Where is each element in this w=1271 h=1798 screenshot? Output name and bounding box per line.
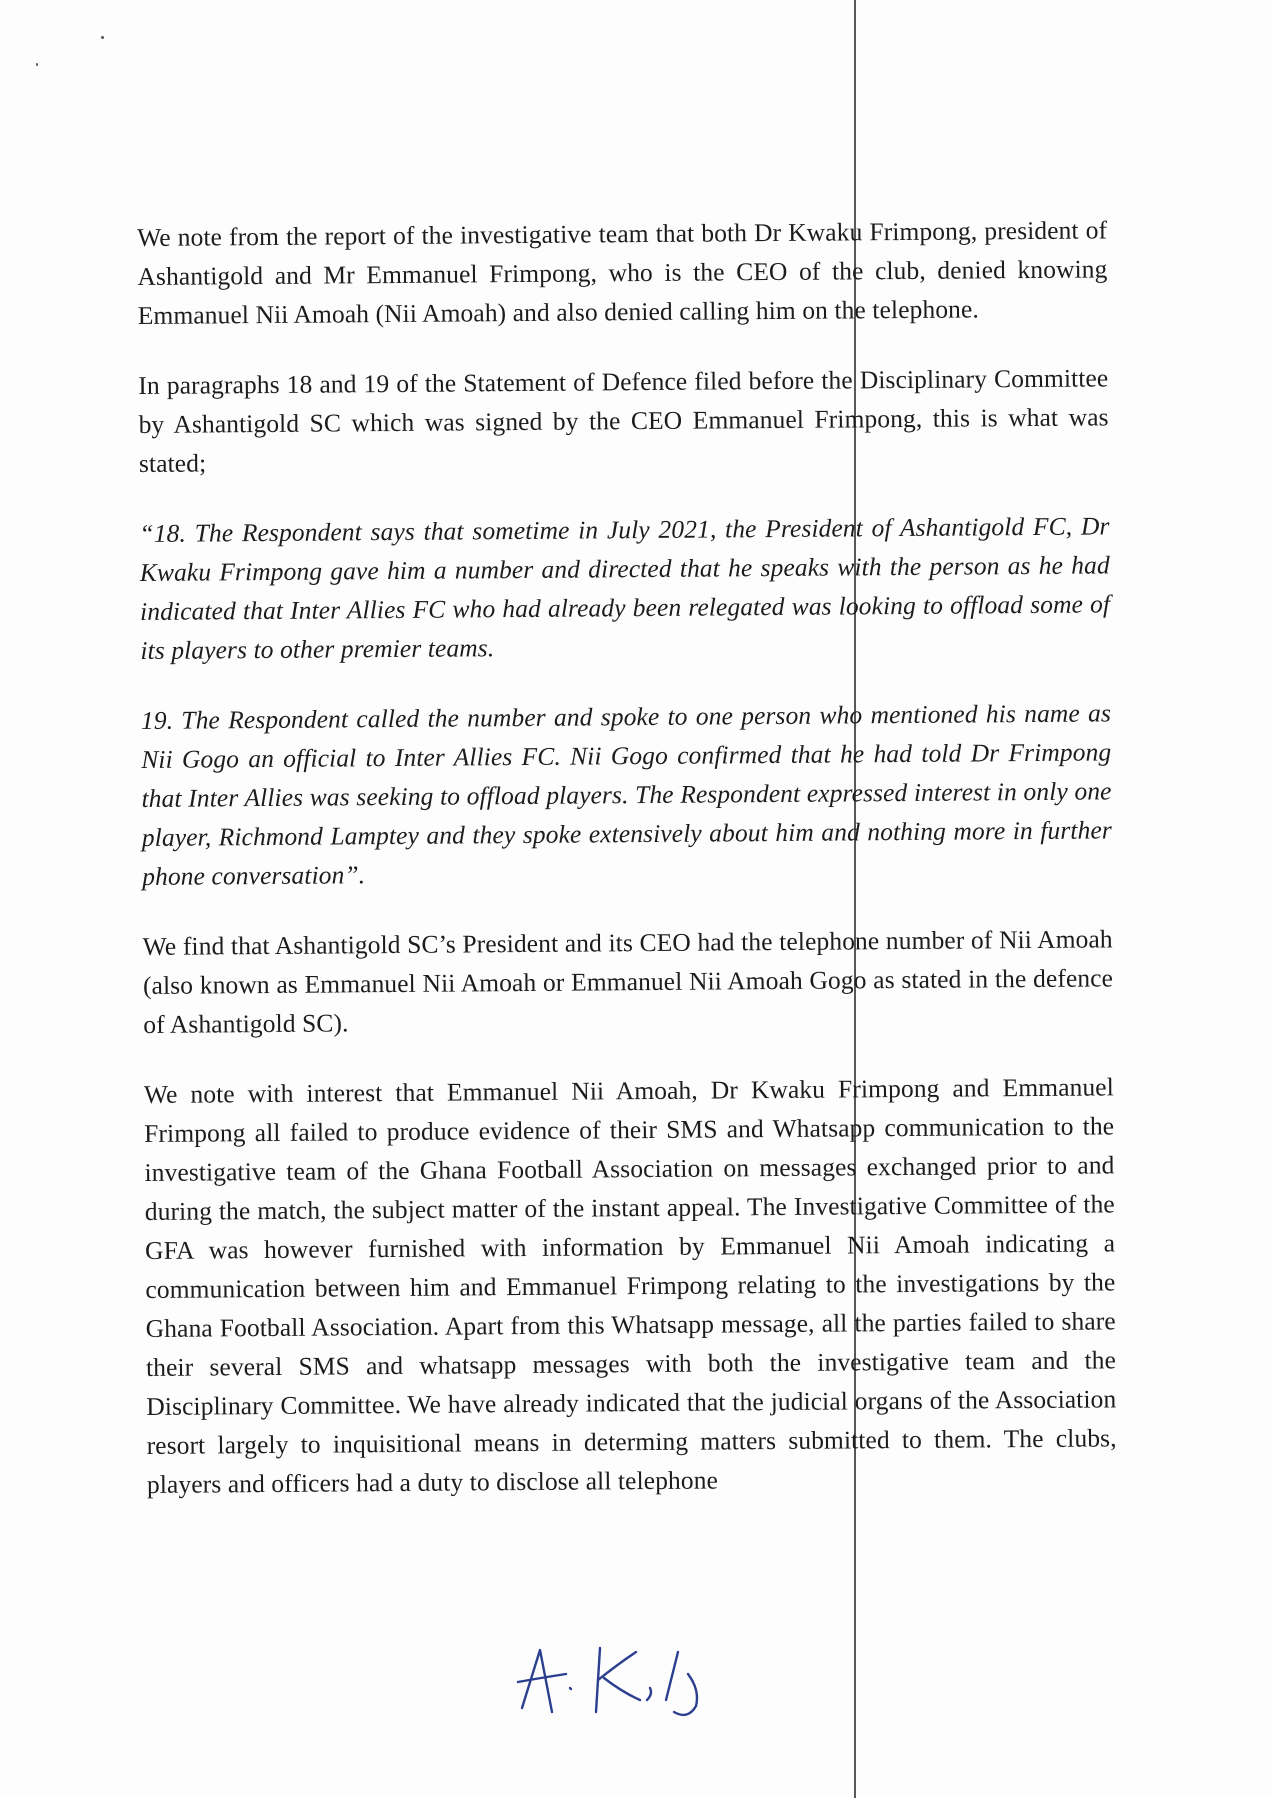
signature-stroke	[598, 1652, 636, 1680]
paragraph-finding: We find that Ashantigold SC’s President and its CEO had the telephone number of Nii Amoah (also known as Emmanuel Nii Amoah or Emmanuel Nii Amoah Gogo as stated in the defence of Ashantigold SC).	[142, 924, 1114, 1039]
scan-speck	[36, 63, 38, 66]
signature-stroke	[570, 1688, 571, 1689]
quoted-paragraph-18: “18. The Respondent says that sometime in July 2021, the President of Ashantigold FC, Dr Kwaku Frimpong gave him a number and directed that he speaks with the person as he had indicated that Inter Allies FC who had already been relegated was looking to offload some of its players to other premier teams.	[139, 511, 1111, 665]
scan-speck	[101, 36, 104, 39]
paragraph-evidence: We note with interest that Emmanuel Nii Amoah, Dr Kwaku Frimpong and Emmanuel Frimpong all failed to produce evidence of their SMS and Whatsapp communication to the investigative team of the Ghana Football Association on messages exchanged prior to and during the match, the subject matter of the instant appeal. The Investigative Committee of the GFA was however furnished with information by Emmanuel Nii Amoah indicating a communication between him and Emmanuel Frimpong relating to the investigations by the Ghana Football Association. Apart from this Whatsapp message, all the parties failed to share their several SMS and whatsapp messages with both the investigative team and the Disciplinary Committee. We have already indicated that the judicial organs of the Association resort largely to inquisitional means in determing matters submitted to them. The clubs, players and officers had a duty to disclose all telephone	[143, 1072, 1117, 1499]
signature-stroke	[518, 1674, 566, 1682]
paragraph-denial: We note from the report of the investigative team that both Dr Kwaku Frimpong, president of Ashantigold and Mr Emmanuel Frimpong, who is the CEO of the club, denied knowing Emmanuel Nii Amoah (Nii Amoah) and also denied calling him on the telephone.	[137, 215, 1108, 330]
signature-drawing	[500, 1630, 760, 1740]
document-body	[137, 210, 1117, 1535]
signature-stroke	[666, 1652, 678, 1700]
signature-stroke	[674, 1674, 697, 1715]
signature-stroke	[647, 1688, 651, 1700]
signature-stroke	[604, 1678, 640, 1700]
handwritten-initials	[500, 1630, 760, 1740]
paragraph-statement-of-defence: In paragraphs 18 and 19 of the Statement of Defence filed before the Disciplinary Committee by Ashantigold SC which was signed by the CEO Emmanuel Frimpong, this is what was stated;	[138, 363, 1109, 478]
quoted-paragraph-19: 19. The Respondent called the number and spoke to one person who mentioned his name as Nii Gogo an official to Inter Allies FC. Nii Gogo confirmed that he had told Dr Frimpong that Inter Allies was seeking to offload players. The Respondent expressed interest in only one player, Richmond Lamptey and they spoke extensively about him and nothing more in further phone conversation”.	[140, 698, 1112, 891]
